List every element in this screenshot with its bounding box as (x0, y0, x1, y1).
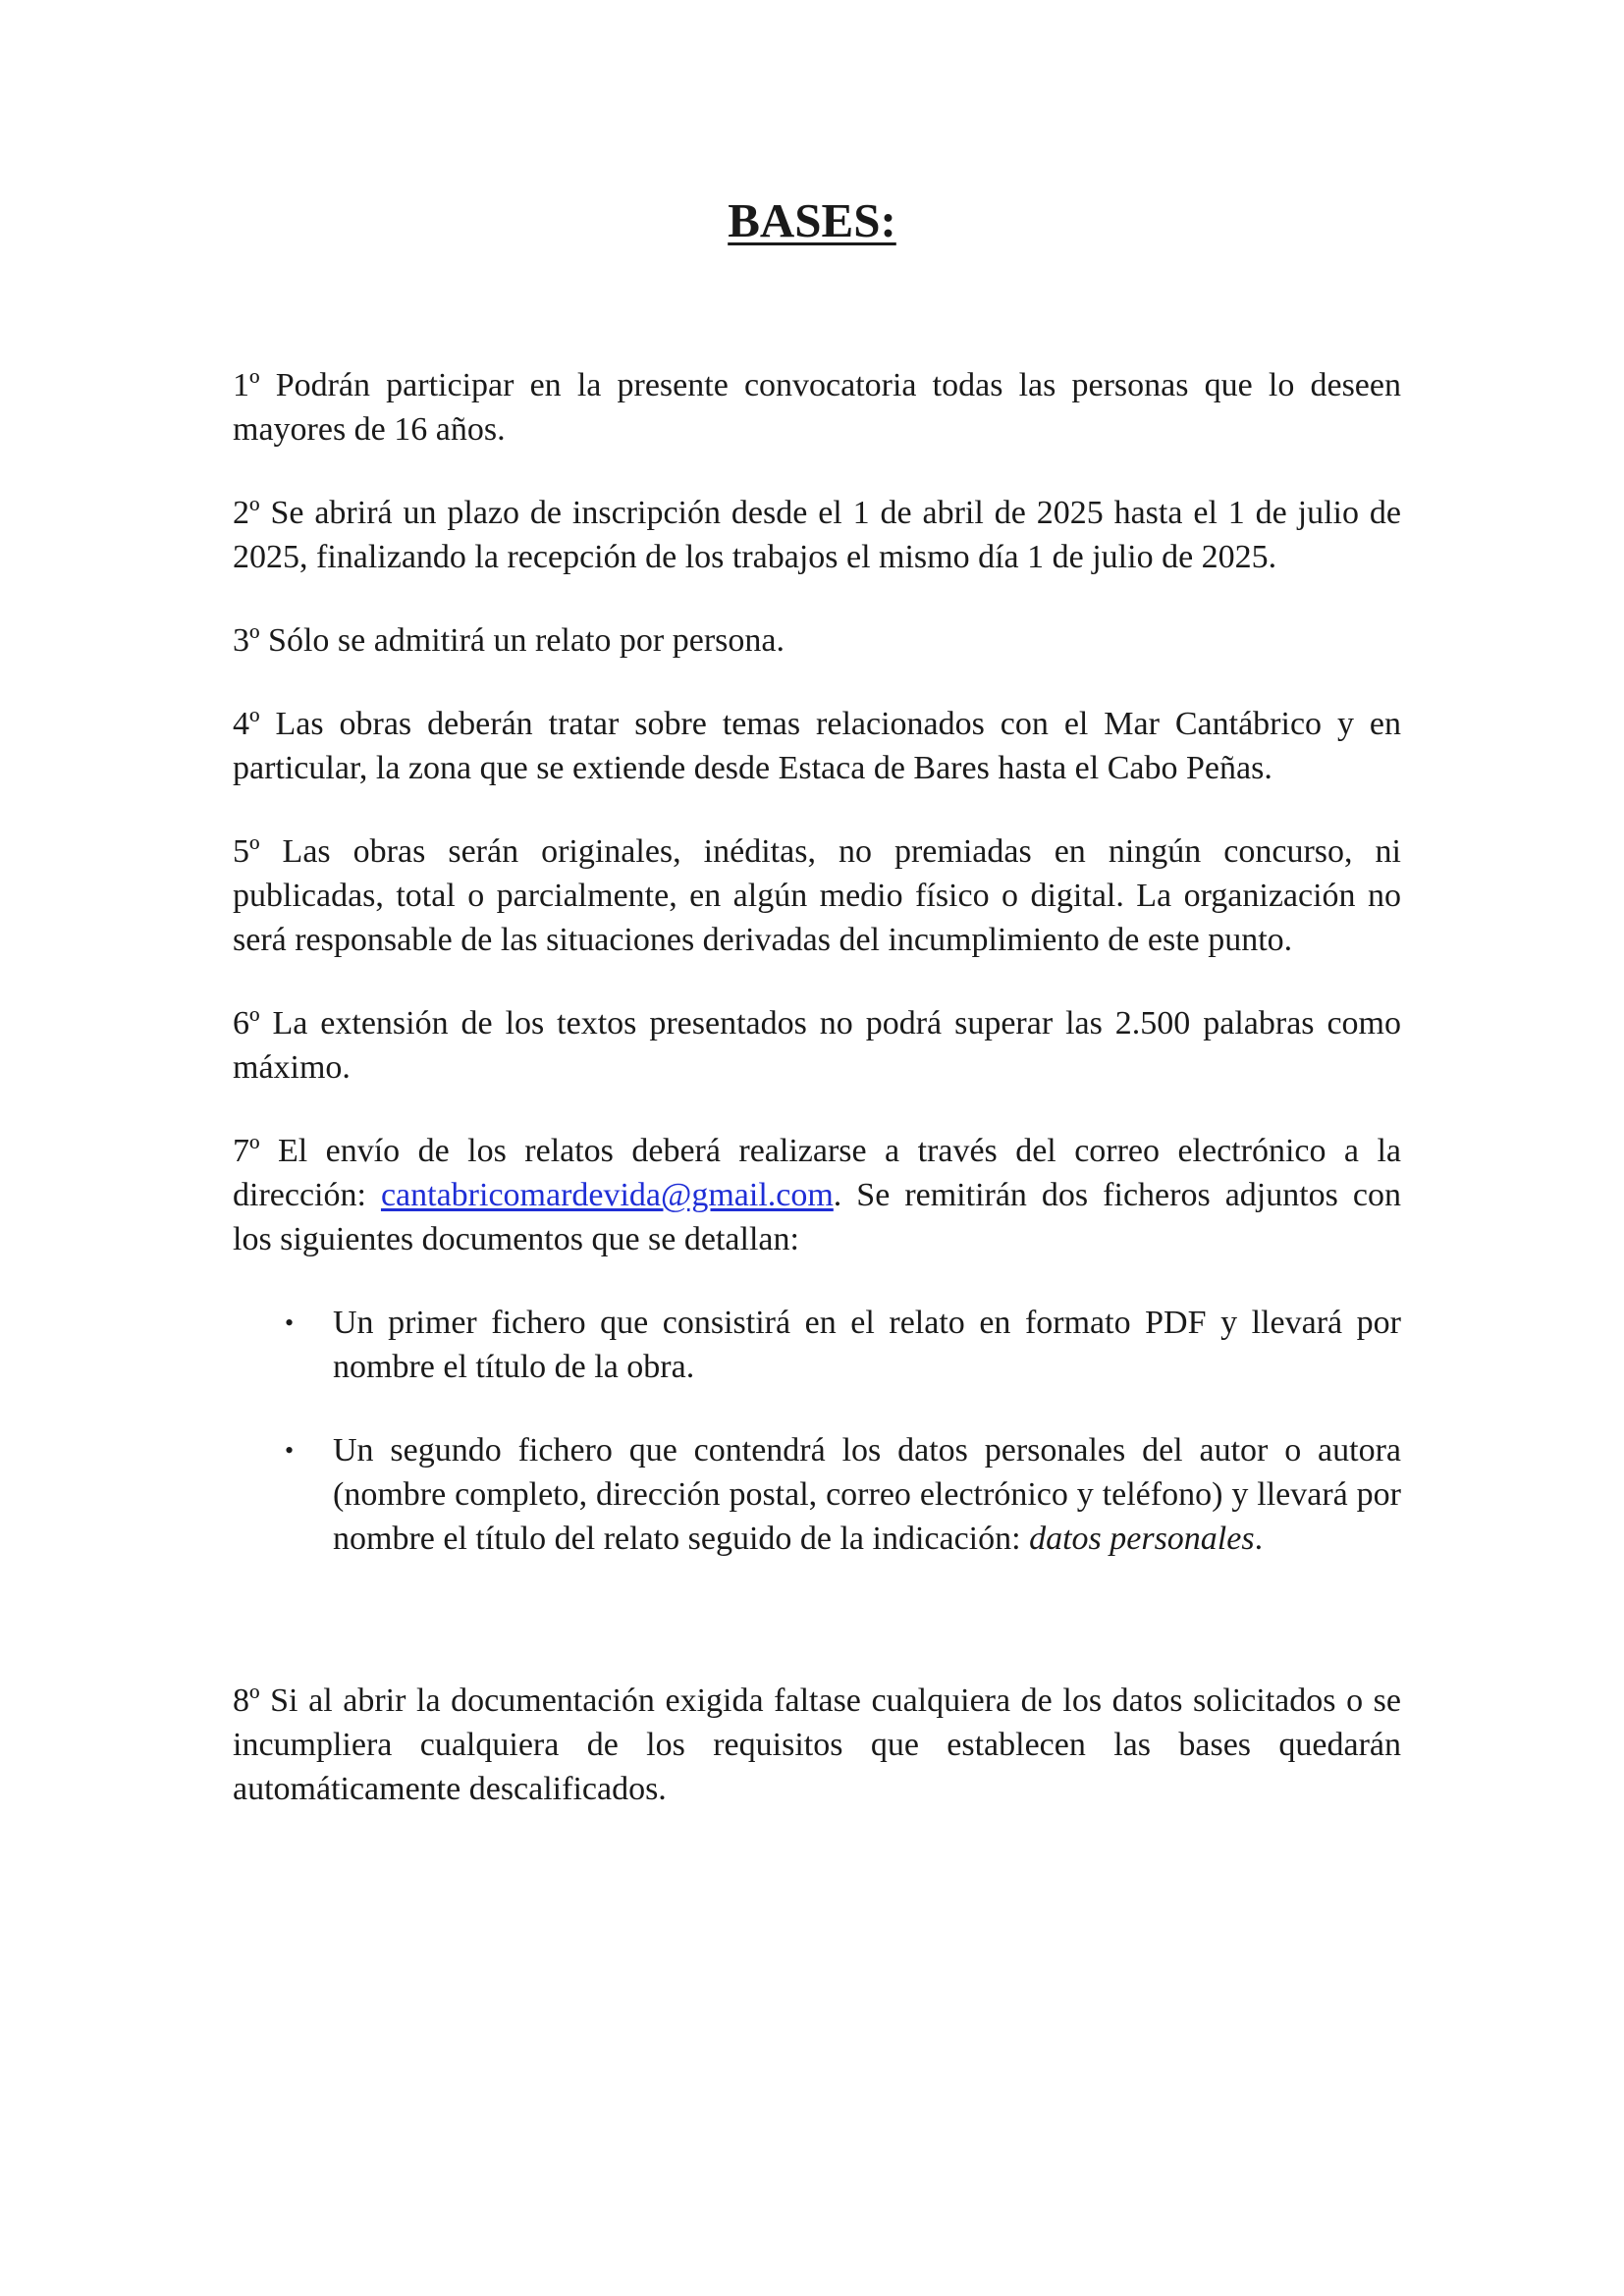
bullet-icon: • (285, 1436, 295, 1465)
rule-7-text-end: . Se remitirán dos ficheros adjuntos con los siguientes documentos que se detallan: (233, 1177, 1402, 1257)
rule-3: 3º Sólo se admitirá un relato por persona. (233, 622, 785, 659)
list-item-emphasis: datos personales (1029, 1521, 1255, 1557)
list-item-text: Un primer fichero que consistirá en el relato en formato PDF y llevará por nombre el título de la obra. (333, 1305, 1401, 1385)
page-title: BASES: (728, 193, 896, 247)
bullet-icon: • (285, 1308, 295, 1337)
rule-4: 4º Las obras deberán tratar sobre temas relacionados con el Mar Cantábrico y en particular, la zona que se extiende desde Estaca de Bares hasta el Cabo Peñas. (233, 706, 1401, 786)
document-body (233, 363, 1401, 1850)
list-item-text: Un segundo fichero que contendrá los datos personales del autor o autora (nombre completo, dirección postal, correo electrónico y teléfono) y llevará por nombre el título del relato seguido de la indicación: (333, 1432, 1401, 1557)
list-item (233, 1428, 1401, 1561)
list-item-end: . (1254, 1521, 1264, 1557)
rule-7 (233, 1129, 1401, 1261)
rule-5: 5º Las obras serán originales, inéditas, no premiadas en ningún concurso, ni publicadas, total o parcialmente, en algún medio físico o digital. La organización no será responsable de las situaciones derivadas del incumplimiento de este punto. (233, 833, 1401, 958)
list-item (233, 1301, 1401, 1389)
rule-6: 6º La extensión de los textos presentados no podrá superar las 2.500 palabras como máximo. (233, 1005, 1401, 1086)
rule-7-text: 7º El envío de los relatos deberá realizarse a través del correo electrónico a la dirección: (233, 1133, 1401, 1213)
email-link[interactable]: cantabricomardevida@gmail.com (380, 1177, 834, 1213)
rule-8: 8º Si al abrir la documentación exigida faltase cualquiera de los datos solicitados o se incumpliera cualquiera de los requisitos que establecen las bases quedarán automáticamente descalificados. (233, 1682, 1401, 1807)
spacer (233, 1600, 1401, 1679)
rule-2: 2º Se abrirá un plazo de inscripción desde el 1 de abril de 2025 hasta el 1 de julio de 2025, finalizando la recepción de los trabajos el mismo día 1 de julio de 2025. (233, 495, 1401, 575)
rule-1: 1º Podrán participar en la presente convocatoria todas las personas que lo deseen mayores de 16 años. (233, 367, 1401, 448)
attachment-list (233, 1301, 1401, 1561)
